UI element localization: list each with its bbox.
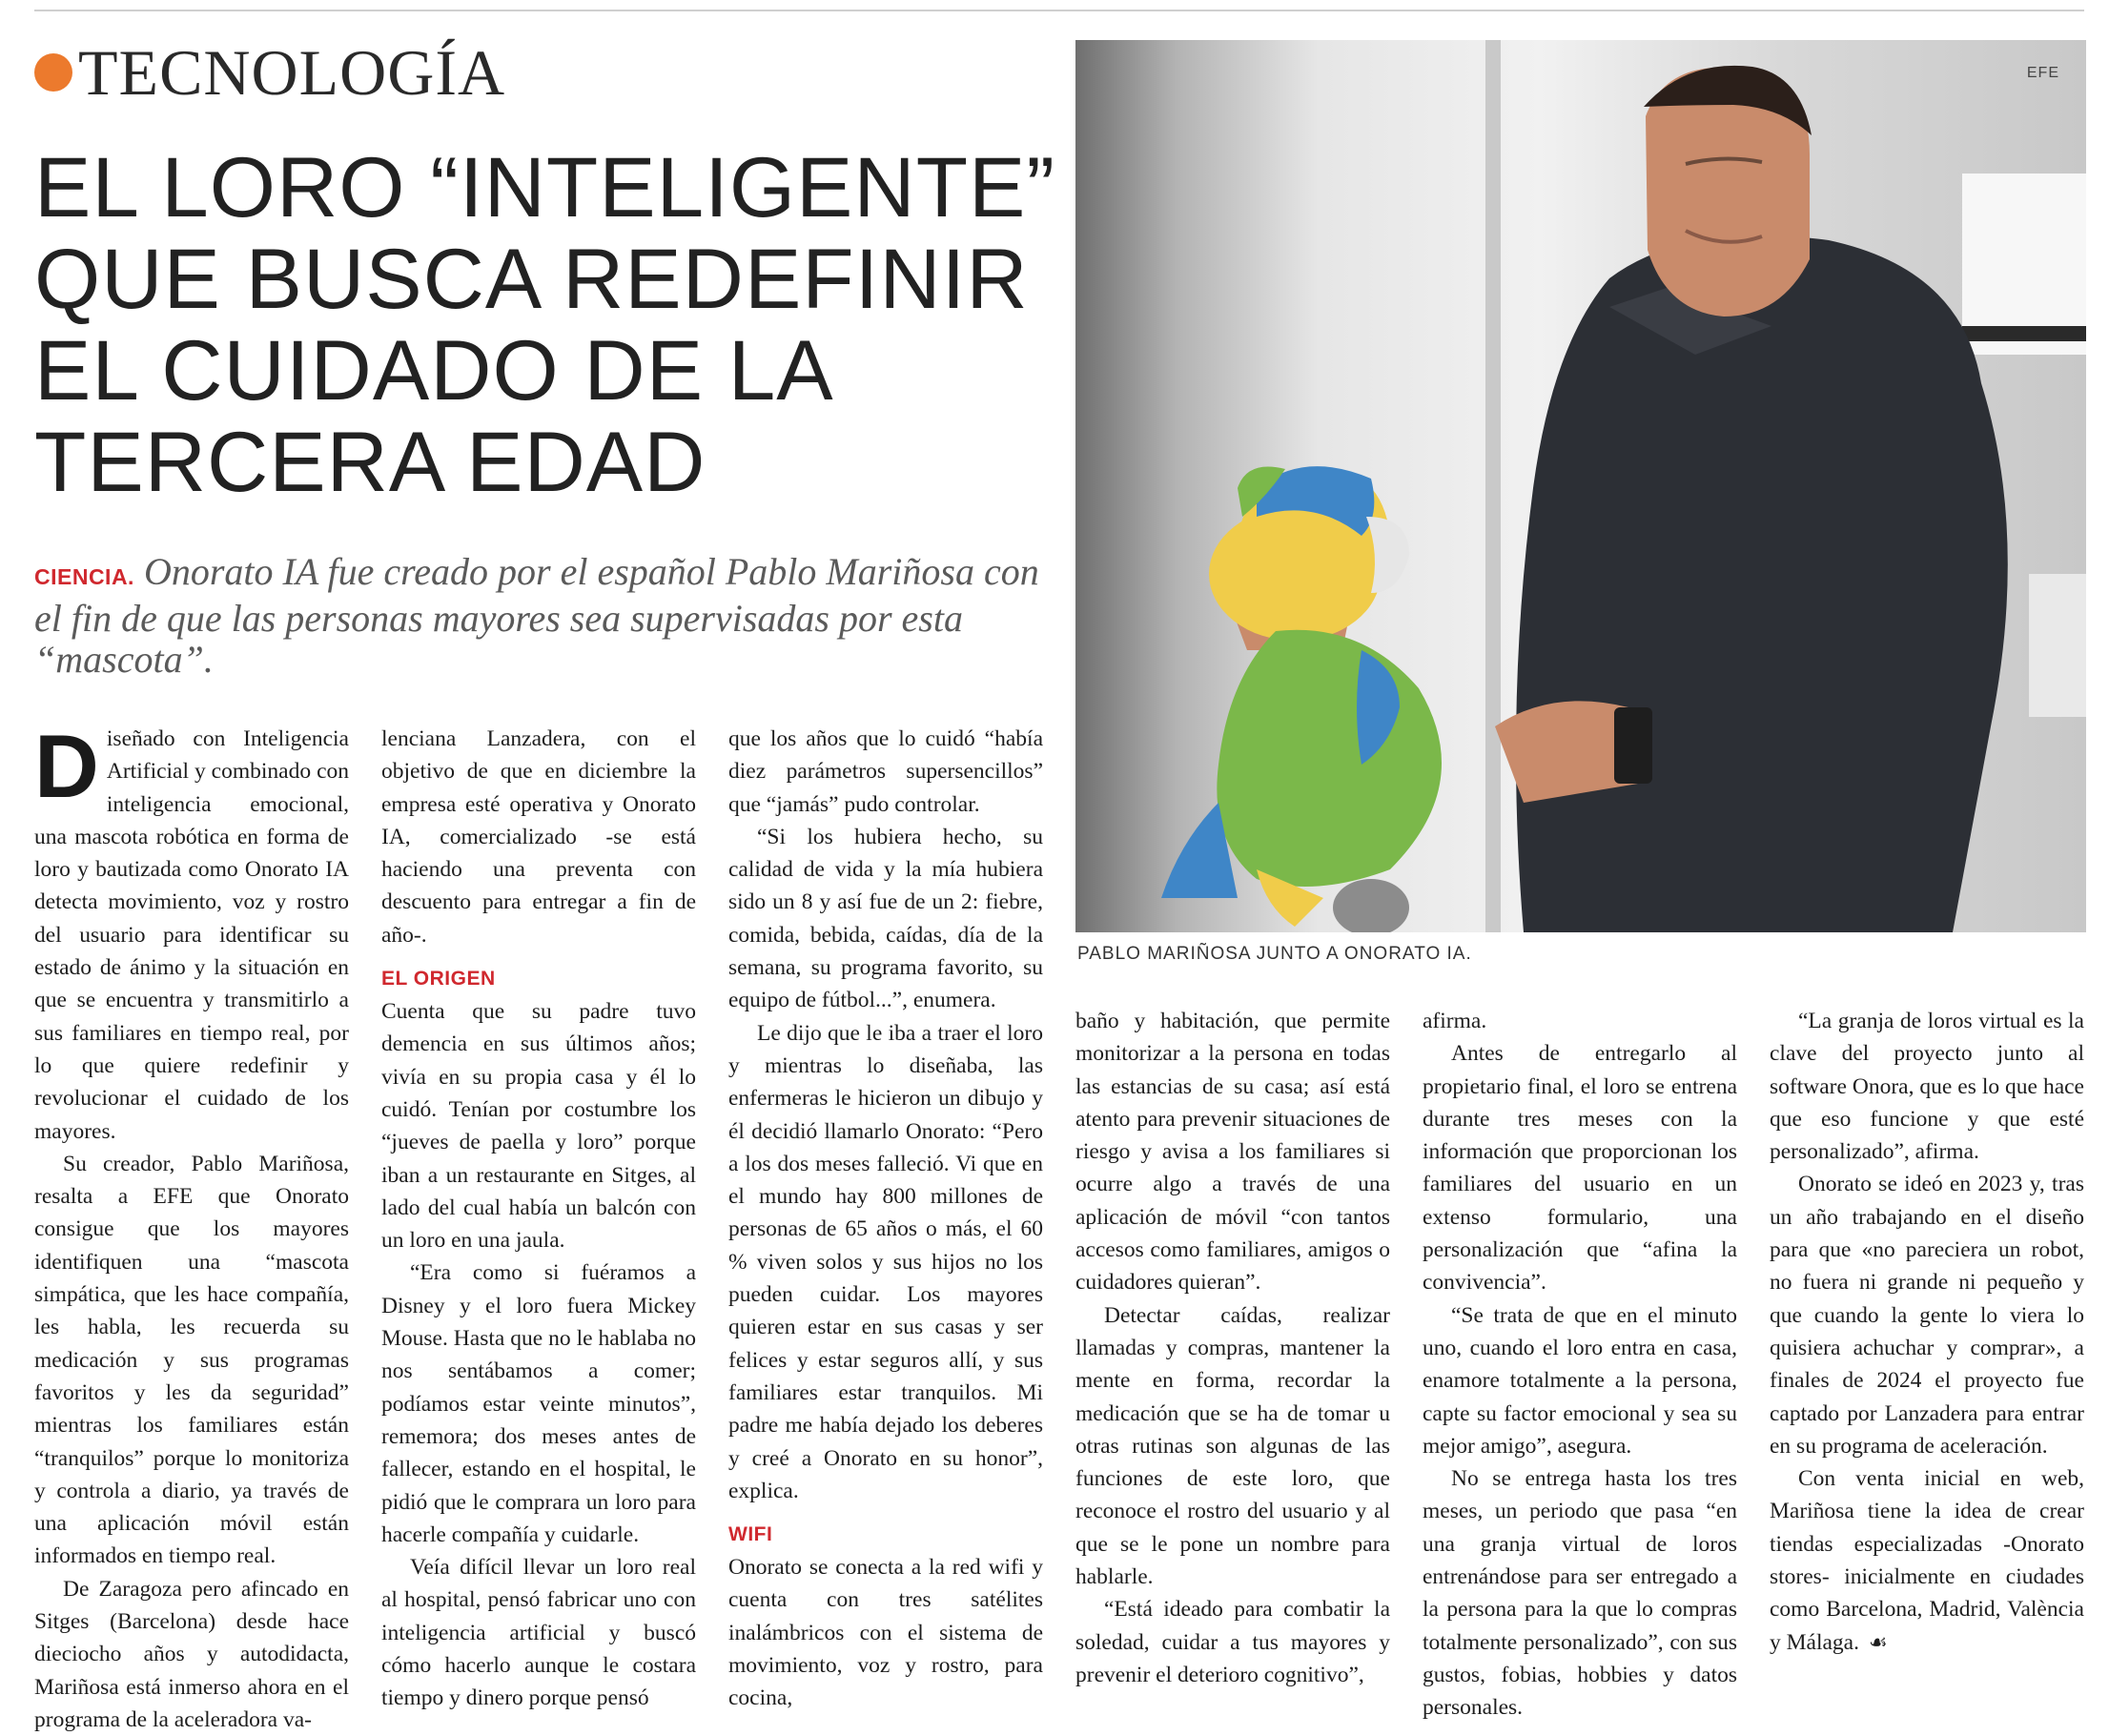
headline bbox=[34, 139, 1056, 509]
photo-credit: EFE bbox=[2026, 65, 2059, 81]
section-title: TECNOLOGÍA bbox=[78, 36, 506, 109]
paragraph bbox=[34, 716, 349, 1148]
paragraph: afirma. bbox=[1423, 1009, 1487, 1033]
section-bullet-icon bbox=[34, 53, 72, 92]
end-of-article-icon: ☙ bbox=[1868, 1629, 1888, 1654]
paragraph: Le dijo que le iba a traer el loro y mientras lo diseñaba, las enfermeras le hicieron un dibujo y él decidió llamarlo Onorato: “Pero a los dos meses falleció. Vi que en el mundo hay 800 millones de personas de 65 años o más, el 60 % viven solos y sus hijos no los pueden cuidar. Los mayores quieren estar en sus casas y ser felices y estar seguros allí, y sus familiares estar tranquilos. Mi padre me había dejado los deberes y creé a Onorato en su honor”, explica. bbox=[728, 1020, 1043, 1503]
paragraph: lenciana Lanzadera, con el objetivo de que en diciembre la empresa esté operativa y Onorato IA, comercializado -se está haciendo una preventa con descuento para entregar a fin de año-. bbox=[381, 726, 696, 948]
body-column-2 bbox=[381, 723, 696, 1715]
paragraph: “Era como si fuéramos a Disney y el loro fuera Mickey Mouse. Hasta que no le hablaba no nos sentábamos a comer; podíamos estar veinte minutos”, rememora; dos meses antes de fallecer, estando en el hospital, le pidió que le comprara un loro para hacerle compañía y cuidarle. bbox=[381, 1260, 696, 1547]
article-photo bbox=[1075, 40, 2086, 932]
paragraph: De Zaragoza pero afincado en Sitges (Barcelona) desde hace dieciocho años y autodidacta, Mariñosa está inmerso ahora en el programa de la aceleradora va- bbox=[34, 1576, 349, 1732]
deck-kicker: CIENCIA. bbox=[34, 564, 134, 589]
paragraph: Cuenta que su padre tuvo demencia en sus últimos años; vivía en su propia casa y él lo cuidó. Tenían por costumbre los “jueves de paella y loro” porque iban a un restaurante en Sitges, al lado del cual había un balcón con un loro en una jaula. bbox=[381, 999, 696, 1254]
paragraph: Su creador, Pablo Mariñosa, resalta a EFE que Onorato consigue que los mayores identifiquen una “mascota simpática, que les hace compañía, les habla, les recuerda su medicación y sus programas favoritos y les da seguridad” mientras los familiares están “tranquilos” porque lo monitoriza y controla a diario, ya través de una aplicación móvil están informados en tiempo real. bbox=[34, 1151, 349, 1569]
paragraph: Antes de entregarlo al propietario final, el loro se entrena durante tres meses con la información que proporcionan los familiares del usuario en un extenso formulario, una personalización que “afina la convivencia”. bbox=[1423, 1041, 1737, 1296]
subhead-wifi: WIFI bbox=[728, 1523, 773, 1546]
body-column-3 bbox=[728, 723, 1043, 1715]
paragraph: No se entrega hasta los tres meses, un periodo que pasa “en una granja virtual de loros entrenándose para ser entregado a la persona para la que lo compras totalmente personalizado”, con sus gustos, fobias, hobbies y datos personales. bbox=[1423, 1466, 1737, 1721]
deck-text: Onorato IA fue creado por el español Pablo Mariñosa con el fin de que las personas mayores sea supervisadas por esta “mascota”. bbox=[34, 550, 1039, 681]
paragraph: “Si los hubiera hecho, su calidad de vida y la mía hubiera sido un 8 y así fue de un 2: fiebre, comida, bebida, caídas, día de la semana, su programa favorito, su equipo de fútbol...”, enumera. bbox=[728, 824, 1043, 1013]
headline-line: TERCERA EDAD bbox=[34, 414, 706, 509]
paragraph: Onorato se ideó en 2023 y, tras un año trabajando en el diseño para que «no pareciera un robot, no fuera ni grande ni pequeño y que cuando la gente lo viera lo quisiera achuchar y comprar», a finales de 2024 el proyecto fue captado por Lanzadera para entrar en su programa de aceleración. bbox=[1770, 1172, 2084, 1459]
deck bbox=[34, 551, 1064, 680]
photo-illustration bbox=[1075, 40, 2086, 932]
paragraph: baño y habitación, que permite monitorizar a la persona en todas las estancias de su casa; así está atento para prevenir situaciones de riesgo y avisa a los familiares si ocurre algo a través de una aplicación de móvil “con tantos accesos como familiares, amigos o cuidadores quieran”. bbox=[1075, 1009, 1390, 1296]
paragraph: Onorato se conecta a la red wifi y cuenta con tres satélites inalámbricos con el sistema de movimiento, voz y rostro, para cocina, bbox=[728, 1555, 1043, 1711]
body-column-1 bbox=[34, 716, 349, 1736]
headline-line: EL LORO “INTELIGENTE” bbox=[34, 139, 1056, 235]
section-header bbox=[34, 36, 506, 109]
photo-caption: PABLO MARIÑOSA JUNTO A ONORATO IA. bbox=[1077, 944, 1472, 964]
drop-cap: D bbox=[34, 716, 99, 816]
paragraph-text: iseñado con Inteligencia Artificial y combinado con inteligencia emocional, una mascota robótica en forma de loro y bautizada como Onorato IA detecta movimiento, voz y rostro del usuario para identificar su estado de ánimo y la situación en que se encuentra y transmitirlo a sus familiares en tiempo real, por lo que quiere redefinir y revolucionar el cuidado de los mayores. bbox=[34, 726, 349, 1144]
top-rule bbox=[34, 10, 2084, 11]
paragraph bbox=[1770, 1462, 2084, 1659]
paragraph: Detectar caídas, realizar llamadas y compras, mantener la mente en forma, recordar la medicación que se ha de tomar u otras rutinas son algunas de las funciones de este loro, que reconoce el rostro del usuario y al que se le pone un nombre para hablarle. bbox=[1075, 1302, 1390, 1590]
paragraph: que los años que lo cuidó “había diez parámetros supersencillos” que “jamás” pudo controlar. bbox=[728, 726, 1043, 817]
paragraph: Veía difícil llevar un loro real al hospital, pensó fabricar uno con inteligencia artificial y buscó cómo hacerlo aunque le costara tiempo y dinero porque pensó bbox=[381, 1555, 696, 1711]
paragraph: “La granja de loros virtual es la clave del proyecto junto al software Onora, que es lo que hace que eso funcione y que esté personalizado”, afirma. bbox=[1770, 1009, 2084, 1165]
body-column-5 bbox=[1423, 1005, 1737, 1725]
paragraph: “Está ideado para combatir la soledad, cuidar a tus mayores y prevenir el deterioro cognitivo”, bbox=[1075, 1597, 1390, 1687]
headline-line: EL CUIDADO DE LA bbox=[34, 322, 834, 418]
subhead-el-origen: EL ORIGEN bbox=[381, 968, 496, 991]
paragraph: “Se trata de que en el minuto uno, cuando el loro entra en casa, enamore totalmente a la persona, capte su factor emocional y sea su mejor amigo”, asegura. bbox=[1423, 1302, 1737, 1459]
paragraph-text: Con venta inicial en web, Mariñosa tiene la idea de crear tiendas especializadas -Onorato stores- inicialmente en ciudades como Barcelona, Madrid, València y Málaga. bbox=[1770, 1466, 2084, 1655]
body-column-4 bbox=[1075, 1005, 1390, 1691]
body-column-6 bbox=[1770, 1005, 2084, 1659]
headline-line: QUE BUSCA REDEFINIR bbox=[34, 231, 1029, 326]
